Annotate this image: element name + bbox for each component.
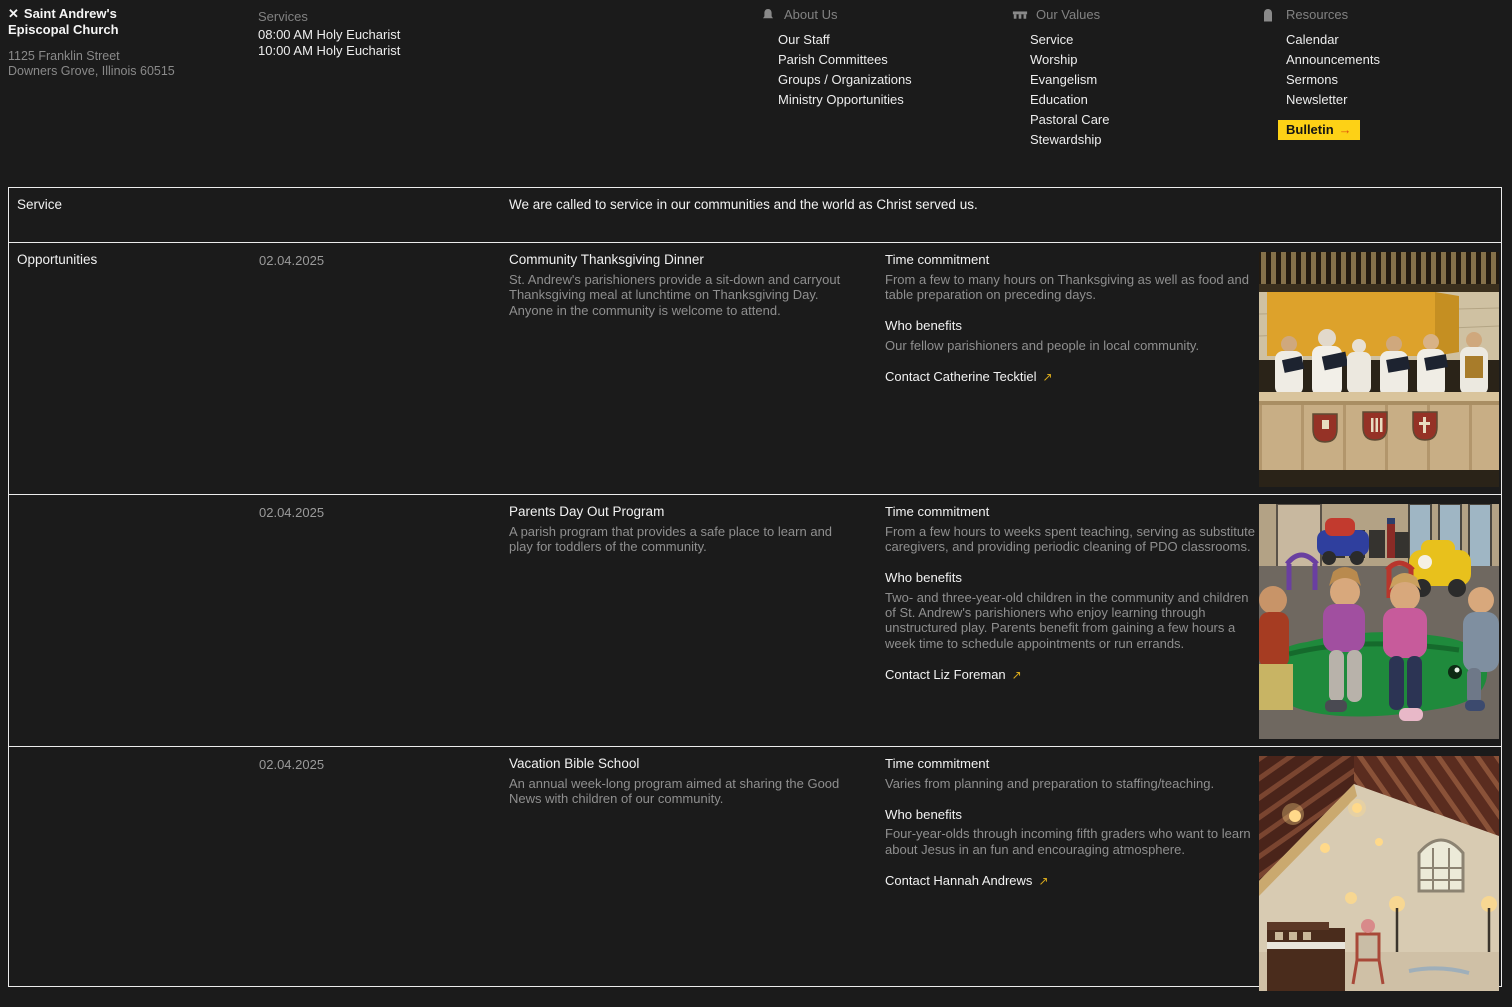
- arrow-up-right-icon: ↗: [1011, 668, 1022, 683]
- nav-about-label: About Us: [784, 7, 838, 23]
- choir-singing-in-balcony-photo: [1259, 252, 1499, 487]
- time-commitment-text: Varies from planning and preparation to staffing/teaching.: [885, 775, 1215, 791]
- nav-item-worship[interactable]: Worship: [1030, 52, 1078, 67]
- opportunity-title: Parents Day Out Program: [509, 504, 665, 519]
- arrow-up-right-icon: ↗: [1042, 370, 1053, 385]
- contact-link[interactable]: [885, 369, 1053, 384]
- bulletin-label: Bulletin: [1286, 122, 1334, 137]
- nav-item-ministry-opportunities[interactable]: Ministry Opportunities: [778, 92, 904, 107]
- church-name-line2: Episcopal Church: [8, 22, 119, 37]
- service-time: 10:00 AM Holy Eucharist: [258, 43, 401, 59]
- nav-item-service[interactable]: Service: [1030, 32, 1074, 47]
- opportunity-description: A parish program that provides a safe place to learn and play for toddlers of the community.: [509, 523, 833, 555]
- contact-label: Contact Catherine Tecktiel: [885, 369, 1037, 385]
- who-benefits-text: Four-year-olds through incoming fifth graders who want to learn about Jesus in an fun and encouraging atmosphere.: [885, 826, 1251, 857]
- service-section-frame: [8, 187, 1502, 987]
- nav-resources: [1262, 7, 1380, 140]
- church-hall-interior-photo: [1259, 756, 1499, 991]
- time-commitment-label: Time commitment: [885, 504, 990, 519]
- nav-item-pastoral-care[interactable]: Pastoral Care: [1030, 112, 1110, 127]
- address-line1: 1125 Franklin Street: [8, 49, 120, 63]
- toddlers-playroom-photo: [1259, 504, 1499, 739]
- nav-item-our-staff[interactable]: Our Staff: [778, 32, 830, 47]
- service-time: 08:00 AM Holy Eucharist: [258, 27, 401, 43]
- opportunity-description: An annual week-long program aimed at sharing the Good News with children of our community.: [509, 775, 840, 807]
- contact-label: Contact Hannah Andrews: [885, 873, 1033, 889]
- site-logo[interactable]: [8, 6, 175, 79]
- section-tagline: We are called to service in our communities and the world as Christ served us.: [509, 197, 978, 212]
- services-label: Services: [258, 9, 308, 24]
- nav-item-education[interactable]: Education: [1030, 92, 1088, 107]
- who-benefits-text: Two- and three-year-old children in the community and children of St. Andrew's parishioners who enjoy learning through unstructured play. Parents benefit from gaining a few hours a week time to schedule appointments or run errands.: [885, 589, 1249, 651]
- services-schedule: [258, 9, 400, 59]
- opportunity-date: 02.04.2025: [259, 505, 325, 520]
- nav-item-stewardship[interactable]: Stewardship: [1030, 132, 1102, 147]
- contact-label: Contact Liz Foreman: [885, 667, 1006, 683]
- nav-about-us: [760, 7, 912, 110]
- section-title: Service: [17, 197, 63, 212]
- who-benefits-text: Our fellow parishioners and people in local community.: [885, 337, 1200, 353]
- nav-item-newsletter[interactable]: Newsletter: [1286, 92, 1348, 107]
- who-benefits-label: Who benefits: [885, 806, 962, 822]
- nav-item-groups-organizations[interactable]: Groups / Organizations: [778, 72, 912, 87]
- nav-item-sermons[interactable]: Sermons: [1286, 72, 1339, 87]
- time-commitment-label: Time commitment: [885, 756, 990, 771]
- opportunity-title: Vacation Bible School: [509, 756, 640, 771]
- time-commitment-label: Time commitment: [885, 252, 990, 267]
- who-benefits-label: Who benefits: [885, 570, 962, 586]
- opportunity-row: [9, 495, 1501, 747]
- bell-icon: [760, 7, 776, 23]
- opportunity-title: Community Thanksgiving Dinner: [509, 252, 704, 267]
- opportunity-description: St. Andrew's parishioners provide a sit-down and carryout Thanksgiving meal at lunchtime on Thanksgiving Day. Anyone in the community is welcome to attend.: [509, 271, 841, 318]
- time-commitment-text: From a few to many hours on Thanksgiving as well as food and table preparation on preceding days.: [885, 271, 1249, 302]
- section-header-band: [9, 188, 1501, 243]
- nav-values-label: Our Values: [1036, 7, 1101, 23]
- book-icon: [1262, 7, 1278, 23]
- arrow-up-right-icon: ↗: [1038, 874, 1049, 889]
- nav-item-announcements[interactable]: Announcements: [1286, 52, 1380, 67]
- church-name-line1: Saint Andrew's: [23, 6, 117, 21]
- opportunity-row: [9, 747, 1501, 1007]
- nav-our-values: [1012, 7, 1109, 150]
- opportunity-date: 02.04.2025: [259, 757, 325, 772]
- pew-table-icon: [1012, 7, 1028, 23]
- opportunity-row: [9, 243, 1501, 495]
- opportunities-label: Opportunities: [17, 252, 98, 267]
- nav-item-parish-committees[interactable]: Parish Committees: [778, 52, 888, 67]
- nav-resources-label: Resources: [1286, 7, 1349, 23]
- opportunity-date: 02.04.2025: [259, 253, 325, 268]
- contact-link[interactable]: [885, 667, 1022, 682]
- contact-link[interactable]: [885, 873, 1049, 888]
- x-mark-icon: ✕: [8, 6, 19, 21]
- address-line2: Downers Grove, Illinois 60515: [8, 64, 175, 78]
- who-benefits-label: Who benefits: [885, 318, 962, 334]
- nav-item-evangelism[interactable]: Evangelism: [1030, 72, 1098, 87]
- site-header: [0, 0, 1512, 187]
- time-commitment-text: From a few hours to weeks spent teaching, serving as substitute caregivers, and providing periodic cleaning of PDO classrooms.: [885, 523, 1255, 554]
- nav-item-calendar[interactable]: Calendar: [1286, 32, 1339, 47]
- bulletin-button[interactable]: [1278, 120, 1360, 140]
- arrow-right-icon: →: [1338, 122, 1352, 137]
